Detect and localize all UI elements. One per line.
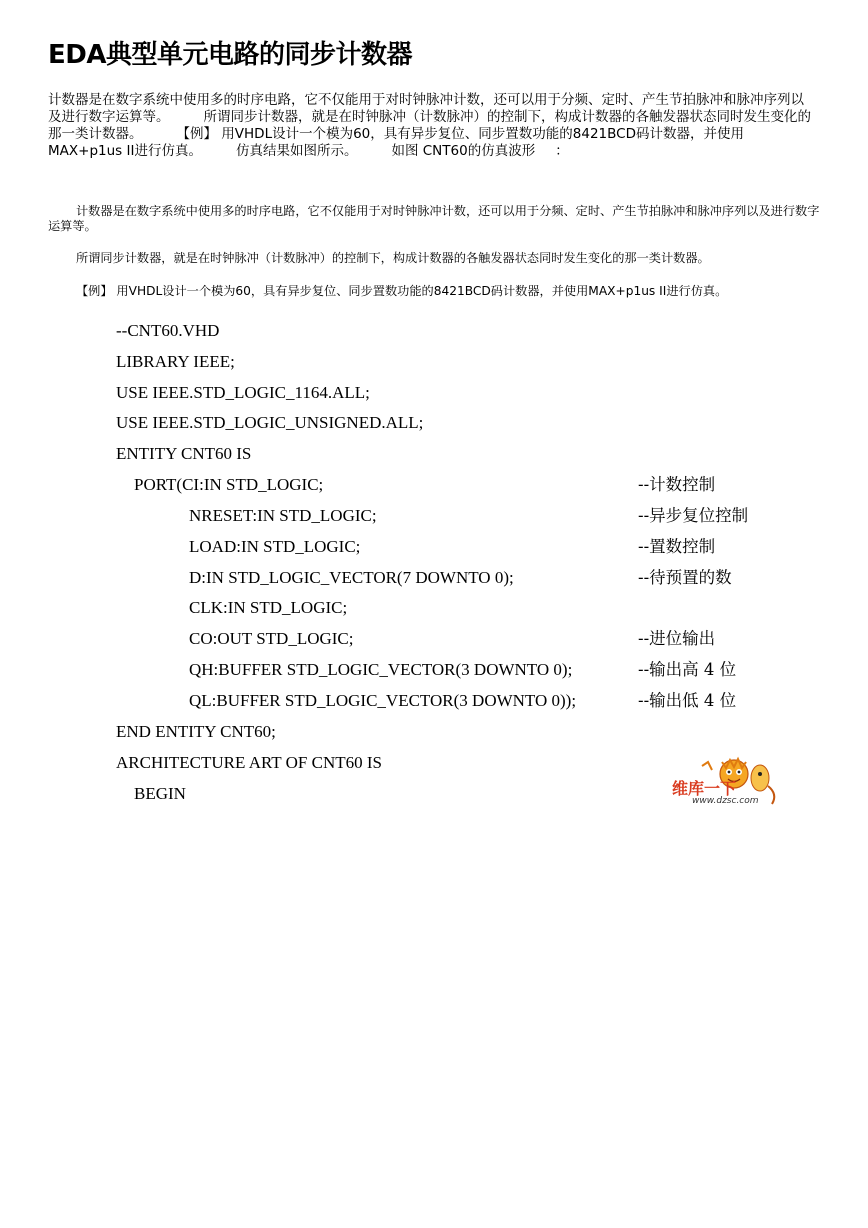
code-line: ENTITY CNT60 IS bbox=[116, 444, 252, 463]
code-comment: --输出低 4 位 bbox=[638, 691, 737, 710]
body-paragraph-counter-intro: 计数器是在数字系统中使用多的时序电路，它不仅能用于对时钟脉冲计数，还可以用于分频、定时、产生节拍脉冲和脉冲序列以及进行数字运算等。 bbox=[48, 204, 820, 233]
code-line: USE IEEE.STD_LOGIC_1164.ALL; bbox=[116, 383, 370, 402]
summary-part-1: 计数器是在数字系统中使用多的时序电路，它不仅能用于对时钟脉冲计数，还可以用于分频、定时、产生节拍脉冲和脉冲序列以及进行数字运算等。 bbox=[48, 92, 804, 125]
code-line: QL:BUFFER STD_LOGIC_VECTOR(3 DOWNTO 0)); bbox=[189, 691, 577, 710]
vhdl-code-figure bbox=[60, 308, 830, 828]
summary-part-6: ： bbox=[555, 143, 569, 159]
code-line: PORT(CI:IN STD_LOGIC; bbox=[134, 475, 324, 494]
code-line: USE IEEE.STD_LOGIC_UNSIGNED.ALL; bbox=[116, 413, 424, 432]
code-line: LOAD:IN STD_LOGIC; bbox=[189, 537, 361, 556]
code-line: D:IN STD_LOGIC_VECTOR(7 DOWNTO 0); bbox=[189, 568, 514, 587]
page-title: EDA典型单元电路的同步计数器 bbox=[48, 40, 412, 70]
code-line: ARCHITECTURE ART OF CNT60 IS bbox=[116, 753, 382, 772]
body-paragraph-example: 【例】 用VHDL设计一个模为60，具有异步复位、同步置数功能的8421BCD码计数器，并使用MAX+p1us II进行仿真。 bbox=[76, 284, 728, 298]
code-line: END ENTITY CNT60; bbox=[116, 722, 276, 741]
watermark-url: www.dzsc.com bbox=[692, 796, 759, 806]
summary-paragraph bbox=[48, 92, 816, 160]
summary-part-3: 【例】 用VHDL设计一个模为60，具有异步复位、同步置数功能的8421BCD码计数器，并使用MAX+p1us II进行仿真。 bbox=[48, 126, 744, 159]
code-line: QH:BUFFER STD_LOGIC_VECTOR(3 DOWNTO 0); bbox=[189, 660, 573, 679]
watermark-text: 维库一下 bbox=[672, 779, 737, 798]
code-line: LIBRARY IEEE; bbox=[116, 352, 235, 371]
code-comment: --计数控制 bbox=[638, 475, 716, 494]
code-line: CO:OUT STD_LOGIC; bbox=[189, 629, 354, 648]
code-comment: --异步复位控制 bbox=[638, 506, 749, 525]
code-comment: --进位输出 bbox=[638, 629, 716, 648]
code-comment: --待预置的数 bbox=[638, 568, 732, 587]
code-comment: --置数控制 bbox=[638, 537, 716, 556]
summary-part-5: 如图 CNT60的仿真波形 bbox=[391, 143, 536, 159]
code-line: --CNT60.VHD bbox=[116, 321, 220, 340]
dzsc-watermark-logo bbox=[668, 756, 786, 812]
code-line: NRESET:IN STD_LOGIC; bbox=[189, 506, 377, 525]
code-comment: --输出高 4 位 bbox=[638, 660, 737, 679]
code-line: BEGIN bbox=[134, 784, 186, 803]
body-paragraph-sync-definition: 所谓同步计数器，就是在时钟脉冲（计数脉冲）的控制下，构成计数器的各触发器状态同时发生变化的那一类计数器。 bbox=[76, 251, 710, 265]
summary-part-4: 仿真结果如图所示。 bbox=[235, 143, 358, 159]
summary-part-2: 所谓同步计数器，就是在时钟脉冲（计数脉冲）的控制下，构成计数器的各触发器状态同时发生变化的那一类计数器。 bbox=[48, 109, 811, 142]
code-line: CLK:IN STD_LOGIC; bbox=[189, 598, 348, 617]
